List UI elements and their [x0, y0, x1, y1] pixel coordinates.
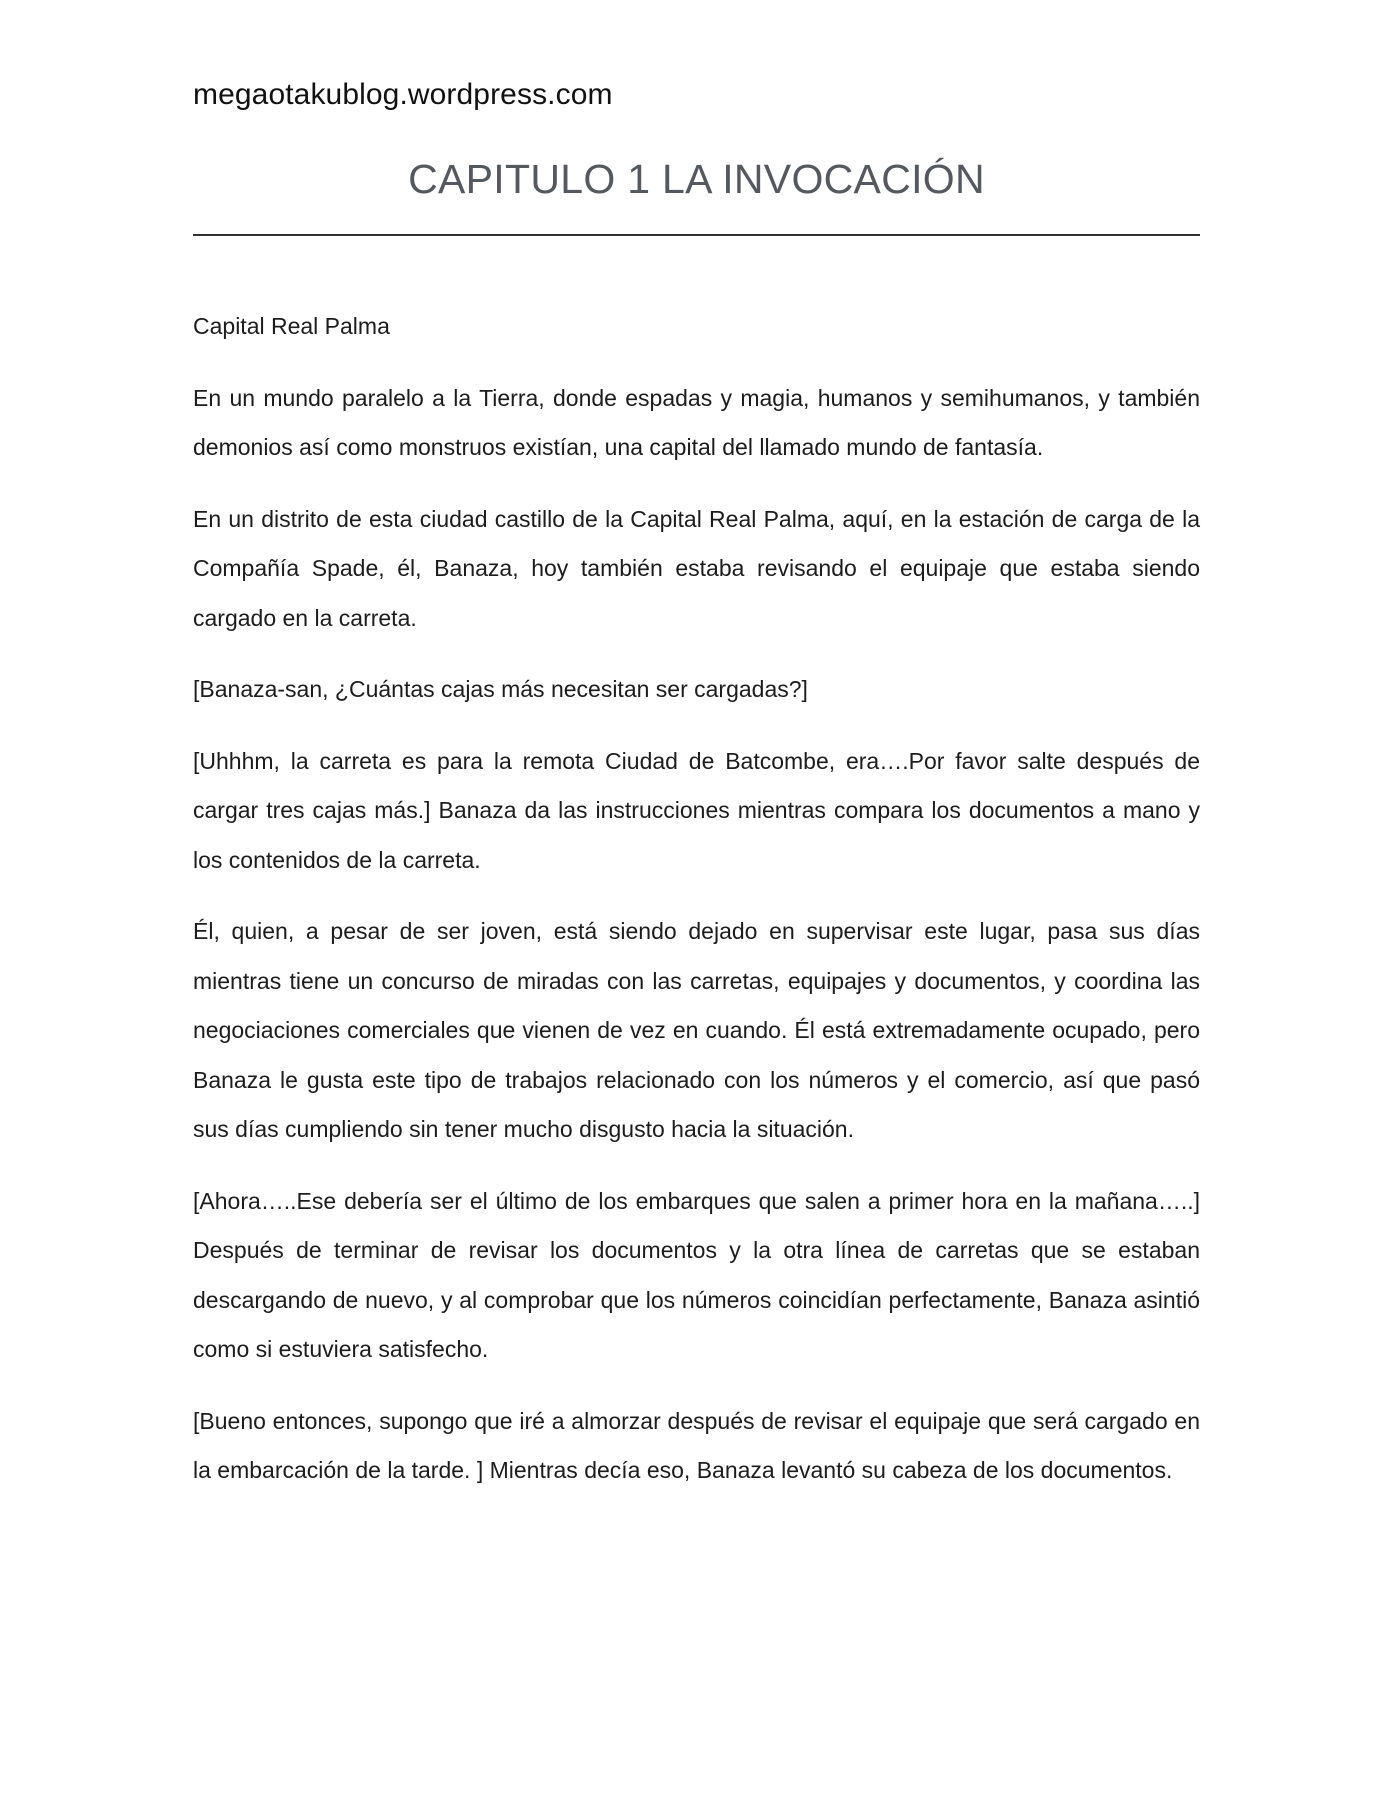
paragraph: En un distrito de esta ciudad castillo de la Capital Real Palma, aquí, en la estación de carga de la Compañía Spade, él, Banaza, hoy también estaba revisando el equipaje que estaba siendo cargado en la carreta.	[193, 505, 1200, 631]
paragraph-location: Capital Real Palma	[193, 313, 390, 339]
page-content	[193, 0, 1200, 1812]
paragraph-dialogue: [Bueno entonces, supongo que iré a almorzar después de revisar el equipaje que será cargado en la embarcación de la tarde. ] Mientras decía eso, Banaza levantó su cabeza de los documentos.	[193, 1407, 1200, 1483]
chapter-body	[193, 302, 1200, 1518]
paragraph-dialogue: [Uhhhm, la carreta es para la remota Ciudad de Batcombe, era….Por favor salte después de cargar tres cajas más.] Banaza da las instrucciones mientras compara los documentos a mano y los contenidos de la carreta.	[193, 747, 1200, 873]
paragraph: En un mundo paralelo a la Tierra, donde espadas y magia, humanos y semihumanos, y también demonios así como monstruos existían, una capital del llamado mundo de fantasía.	[193, 384, 1200, 460]
paragraph: Él, quien, a pesar de ser joven, está siendo dejado en supervisar este lugar, pasa sus días mientras tiene un concurso de miradas con las carretas, equipajes y documentos, y coordina las negociaciones comerciales que vienen de vez en cuando. Él está extremadamente ocupado, pero Banaza le gusta este tipo de trabajos relacionado con los números y el comercio, así que pasó sus días cumpliendo sin tener mucho disgusto hacia la situación.	[193, 918, 1200, 1142]
title-divider	[193, 234, 1200, 236]
paragraph-dialogue: [Banaza-san, ¿Cuántas cajas más necesitan ser cargadas?]	[193, 676, 808, 702]
chapter-title: CAPITULO 1 LA INVOCACIÓN	[408, 156, 985, 202]
paragraph-dialogue: [Ahora…..Ese debería ser el último de los embarques que salen a primer hora en la mañana…..] Después de terminar de revisar los documentos y la otra línea de carretas que se estaban descargando de nuevo, y al comprobar que los números coincidían perfectamente, Banaza asintió como si estuviera satisfecho.	[193, 1187, 1200, 1362]
site-url-header: megaotakublog.wordpress.com	[193, 78, 613, 111]
